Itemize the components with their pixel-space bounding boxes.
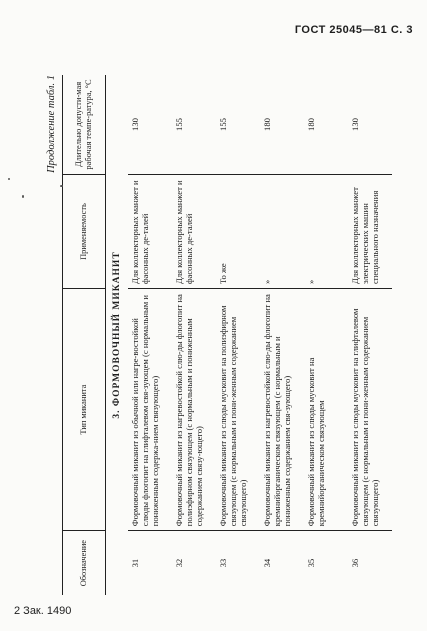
cell-code: 36 <box>350 558 361 568</box>
table-row <box>128 75 172 595</box>
cell-temp: 180 <box>260 75 304 175</box>
speck <box>60 185 63 187</box>
cell-use: » <box>304 175 348 289</box>
section-title: 3. ФОРМОВОЧНЫЙ МИКАНИТ <box>112 251 122 419</box>
speck <box>8 178 10 180</box>
cell-type: Формовочный миканит из слюды мусковит на кремнийорганическом связующем <box>304 289 348 531</box>
mica-types-table <box>62 75 392 595</box>
section-row <box>106 75 129 595</box>
cell-temp: 155 <box>216 75 260 175</box>
table-row <box>348 75 392 595</box>
standard-header: ГОСТ 25045—81 С. 3 <box>294 24 413 36</box>
cell-temp: 155 <box>172 75 216 175</box>
cell-temp: 130 <box>128 75 172 175</box>
cell-type: Формовочный миканит из слюды мусковит на глифталевом связующем (с нормальным и пони-женным содержанием связующего) <box>348 289 392 531</box>
table-row <box>260 75 304 595</box>
page-footer: 2 Зак. 1490 <box>14 605 72 617</box>
col-header-use: Применяемость <box>63 175 106 289</box>
col-header-temp: Длительно допусти-мая рабочая темпе-ратура, °С <box>63 75 106 175</box>
speck <box>22 195 24 198</box>
col-header-code: Обозначение <box>63 531 106 595</box>
cell-temp: 130 <box>348 75 392 175</box>
table-row <box>216 75 260 595</box>
table-row <box>172 75 216 595</box>
cell-code: 35 <box>306 558 317 568</box>
cell-type: Формовочный миканит из нагревостойкой слю-ды флогопит на кремнийорганическом связующем (с нормальным и пониженным содержанием свя-зующего) <box>260 289 304 531</box>
cell-use: Для коллекторных манжет и фасонных де-талей <box>172 175 216 289</box>
cell-code: 32 <box>174 558 185 568</box>
table-header-row <box>63 75 106 595</box>
cell-type: Формовочный миканит из обычной или нагре-востойкой слюды флогопит на глифталевом свя-зующем (с нормальным и пониженным содержа-нием связующего) <box>128 289 172 531</box>
cell-use: То же <box>216 175 260 289</box>
rotated-table-block <box>46 75 416 595</box>
cell-code: 31 <box>130 558 141 568</box>
cell-type: Формовочный миканит из нагревостойкой слю-ды флогопит на полиэфирном связующем (с нормальным и пониженным содержанием связу-ющего) <box>172 289 216 531</box>
table-row <box>304 75 348 595</box>
table-continuation-label: Продолжение табл. 1 <box>46 75 57 173</box>
cell-code: 33 <box>218 558 229 568</box>
cell-use: » <box>260 175 304 289</box>
cell-code: 34 <box>262 558 273 568</box>
cell-temp: 180 <box>304 75 348 175</box>
cell-use: Для коллекторных манжет и фасонных де-талей <box>128 175 172 289</box>
cell-use: Для коллекторных манжет электрических машин специального назначения <box>348 175 392 289</box>
col-header-type: Тип миканита <box>63 289 106 531</box>
cell-type: Формовочный миканит из слюды мусковит на полиэфирном связующем (с нормальным и пони-женным содержанием связующего) <box>216 289 260 531</box>
